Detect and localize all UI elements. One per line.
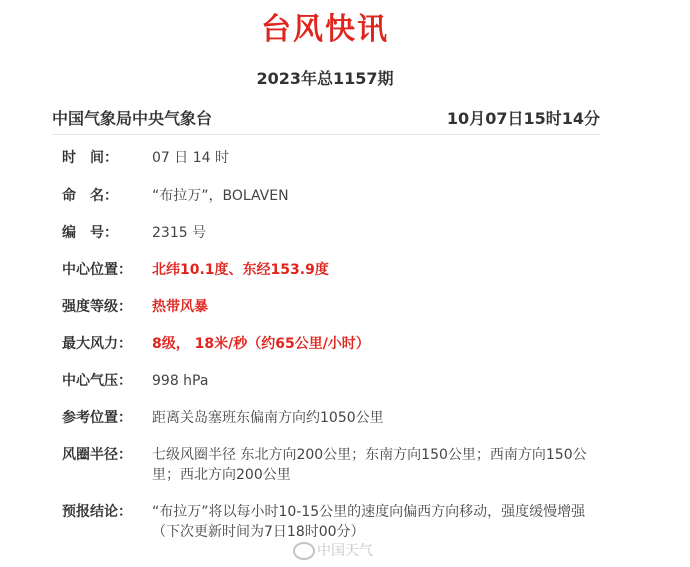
row-max-wind [62,334,602,354]
field-label: 最大风力： [62,336,132,352]
field-label: 中心气压： [62,373,132,389]
header-divider [52,134,600,135]
field-label: 风圈半径： [62,447,132,463]
row-forecast [62,502,602,542]
row-time [62,148,602,168]
field-label: 中心位置： [62,262,132,278]
field-value: 热带风暴 [152,299,208,315]
field-value: 七级风圈半径 东北方向200公里；东南方向150公里；西南方向150公里；西北方向200公里 [152,447,587,483]
issue-time: 10月07日15时14分 [446,109,600,128]
field-label: 时 间： [62,150,118,166]
field-label: 强度等级： [62,299,132,315]
page-title: 台风快讯 [261,12,389,47]
field-value: 998 hPa [152,373,209,389]
next-update-note: （下次更新时间为7日18时00分） [152,524,365,540]
row-center-position [62,260,602,280]
agency-name: 中国气象局中央气象台 [52,109,213,128]
field-label: 预报结论： [62,504,132,520]
typhoon-info-list [62,148,602,542]
field-value: 北纬10.1度、东经153.9度 [152,262,329,278]
field-value: 07 日 14 时 [152,150,229,166]
watermark [293,540,373,560]
field-label: 命 名： [62,188,118,204]
field-value: 2315 号 [152,225,207,241]
issue-number: 2023年总1157期 [256,69,394,88]
field-value: 8级， 18米/秒（约65公里/小时） [152,336,370,352]
row-pressure [62,371,602,391]
field-value: 距离关岛塞班东偏南方向约1050公里 [152,410,384,426]
row-wind-radius [62,445,602,485]
header-row [52,106,600,132]
field-value: “布拉万”将以每小时10-15公里的速度向偏西方向移动，强度缓慢增强 [152,504,586,520]
field-label: 参考位置： [62,410,132,426]
row-intensity [62,297,602,317]
weibo-icon [293,542,315,560]
row-number [62,223,602,243]
field-label: 编 号： [62,225,118,241]
row-name [62,186,602,206]
row-reference-position [62,408,602,428]
watermark-text: 中国天气 [317,543,373,559]
field-value: “布拉万”，BOLAVEN [152,188,289,204]
